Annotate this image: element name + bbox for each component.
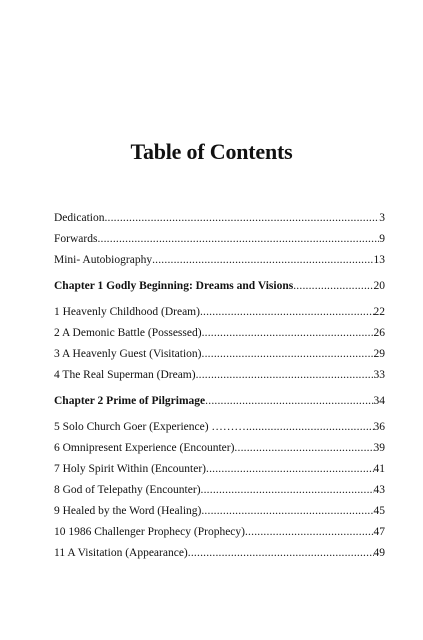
toc-dot-leader bbox=[205, 395, 373, 407]
toc-dot-leader bbox=[234, 442, 373, 454]
toc-entry-page-number: 13 bbox=[373, 254, 385, 266]
toc-entry[interactable] bbox=[54, 306, 385, 327]
toc-dot-leader bbox=[202, 327, 374, 339]
toc-dot-leader bbox=[201, 505, 373, 517]
toc-entry-page-number: 22 bbox=[373, 306, 385, 318]
toc-entry[interactable] bbox=[54, 348, 385, 369]
toc-entry[interactable] bbox=[54, 484, 385, 505]
toc-dot-leader bbox=[245, 526, 374, 538]
toc-entry-title: 4 The Real Superman (Dream) bbox=[54, 369, 196, 381]
toc-chapter-entry[interactable] bbox=[54, 280, 385, 301]
toc-list bbox=[54, 212, 385, 568]
toc-entry-page-number: 34 bbox=[373, 395, 385, 407]
toc-entry-page-number: 47 bbox=[373, 526, 385, 538]
toc-entry-page-number: 49 bbox=[373, 547, 385, 559]
toc-entry[interactable] bbox=[54, 547, 385, 568]
toc-entry[interactable] bbox=[54, 233, 385, 254]
toc-entry-title: 8 God of Telepathy (Encounter) bbox=[54, 484, 201, 496]
toc-dot-leader bbox=[201, 484, 374, 496]
toc-entry-page-number: 39 bbox=[373, 442, 385, 454]
toc-entry[interactable] bbox=[54, 442, 385, 463]
toc-entry-page-number: 33 bbox=[373, 369, 385, 381]
toc-entry-page-number: 45 bbox=[373, 505, 385, 517]
toc-entry-title: 3 A Heavenly Guest (Visitation) bbox=[54, 348, 202, 360]
toc-entry[interactable] bbox=[54, 327, 385, 348]
toc-entry-title: Chapter 1 Godly Beginning: Dreams and Visions bbox=[54, 280, 294, 292]
toc-dot-leader bbox=[200, 306, 374, 318]
toc-entry[interactable] bbox=[54, 212, 385, 233]
toc-entry-title: 9 Healed by the Word (Healing) bbox=[54, 505, 202, 517]
toc-entry-page-number: 3 bbox=[379, 212, 385, 224]
toc-entry-title: 11 A Visitation (Appearance) bbox=[54, 547, 188, 559]
toc-entry-title: 1 Heavenly Childhood (Dream) bbox=[54, 306, 200, 318]
toc-entry[interactable] bbox=[54, 421, 385, 442]
toc-entry-page-number: 26 bbox=[373, 327, 385, 339]
toc-dot-leader bbox=[188, 547, 374, 559]
toc-dot-leader bbox=[206, 463, 374, 475]
toc-entry[interactable] bbox=[54, 505, 385, 526]
toc-entry-page-number: 9 bbox=[379, 233, 385, 245]
toc-entry[interactable] bbox=[54, 369, 385, 390]
toc-entry-page-number: 36 bbox=[373, 421, 385, 433]
toc-dot-leader bbox=[104, 212, 379, 224]
toc-entry-title: 7 Holy Spirit Within (Encounter) bbox=[54, 463, 206, 475]
toc-chapter-entry[interactable] bbox=[54, 395, 385, 416]
toc-entry[interactable] bbox=[54, 526, 385, 547]
toc-entry-title: 2 A Demonic Battle (Possessed) bbox=[54, 327, 202, 339]
toc-dot-leader bbox=[97, 233, 379, 245]
toc-entry-title: Dedication bbox=[54, 212, 105, 224]
toc-entry-title: 6 Omnipresent Experience (Encounter) bbox=[54, 442, 235, 454]
toc-entry-title: 10 1986 Challenger Prophecy (Prophecy) bbox=[54, 526, 245, 538]
toc-entry-page-number: 43 bbox=[373, 484, 385, 496]
toc-dot-leader bbox=[246, 421, 374, 433]
toc-entry-title: Mini- Autobiography bbox=[54, 254, 153, 266]
toc-entry-title: Forwards bbox=[54, 233, 98, 245]
toc-dot-leader bbox=[202, 348, 374, 360]
toc-dot-leader bbox=[196, 369, 374, 381]
page-title: Table of Contents bbox=[130, 139, 293, 164]
toc-entry-page-number: 20 bbox=[373, 280, 385, 292]
toc-entry-title: 5 Solo Church Goer (Experience) ……… bbox=[54, 421, 246, 433]
toc-entry[interactable] bbox=[54, 463, 385, 484]
toc-dot-leader bbox=[152, 254, 373, 266]
toc-entry-page-number: 29 bbox=[373, 348, 385, 360]
toc-dot-leader bbox=[293, 280, 373, 292]
toc-entry[interactable] bbox=[54, 254, 385, 275]
toc-entry-page-number: 41 bbox=[373, 463, 385, 475]
toc-entry-title: Chapter 2 Prime of Pilgrimage bbox=[54, 395, 206, 407]
